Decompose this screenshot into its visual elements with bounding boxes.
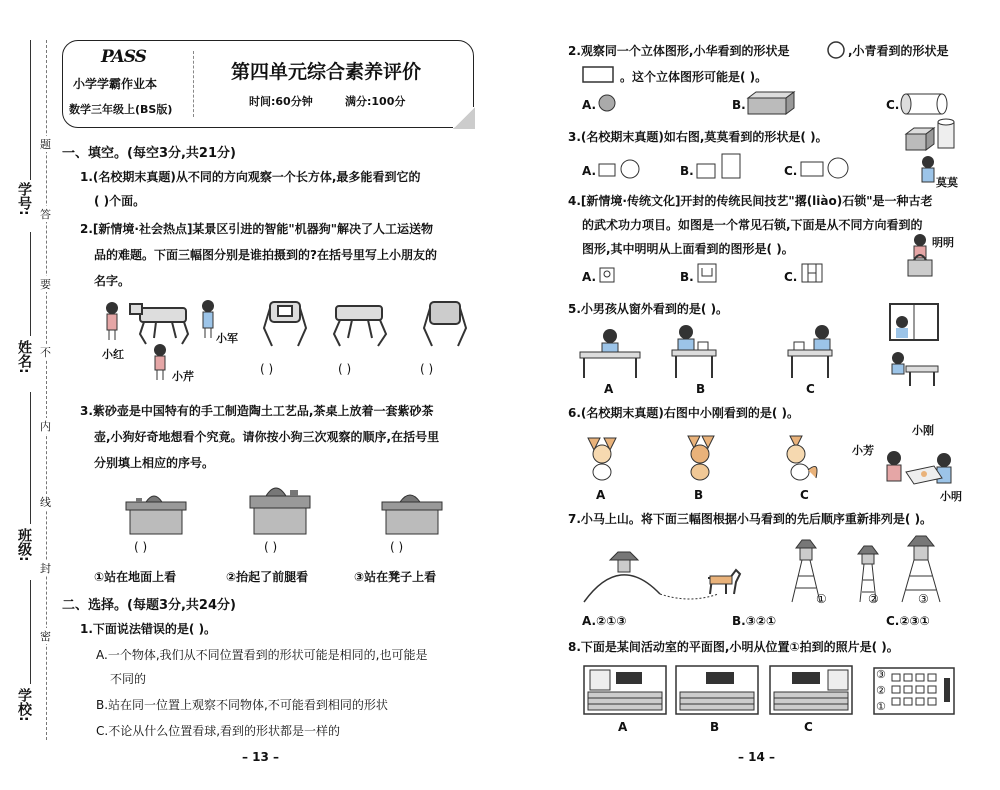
pass-logo: PASS xyxy=(101,47,146,67)
page-title: 第四单元综合素养评价 xyxy=(231,61,422,83)
s2-q1-option-a-line1[interactable]: A.一个物体,我们从不同位置看到的形状可能是相同的,也可能是 xyxy=(96,648,428,662)
page-number-13: – 13 – xyxy=(242,750,280,764)
q3-line3: 分别填上相应的序号。 xyxy=(94,456,215,470)
xiaofang-name: 小芳 xyxy=(852,444,874,457)
lock-view-b-icon xyxy=(696,262,720,284)
cylinder-icon xyxy=(900,92,950,116)
r-q4-line1: 4.[新情境·传统文化]开封的传统民间技艺"撂(liào)石锁"是一种古老 xyxy=(568,194,933,208)
rect-circle-icon xyxy=(800,156,854,180)
series-name: 小学学霸作业本 xyxy=(73,77,158,91)
r-q7-opt-a[interactable]: A.②①③ xyxy=(582,614,627,628)
r-q8-label-a[interactable]: A xyxy=(618,720,628,734)
table-view-2 xyxy=(250,488,310,534)
page-curl xyxy=(453,107,475,129)
r-q4-line3: 图形,其中明明从上面看到的图形是( )。 xyxy=(582,242,794,256)
q1-line2: ( )个面。 xyxy=(94,194,146,208)
r-q7-line: 7.小马上山。将下面三幅图根据小马看到的先后顺序重新排列是( )。 xyxy=(568,512,933,526)
square-circle-icon xyxy=(598,158,642,180)
r-q2-opt-c[interactable]: C. xyxy=(886,98,900,112)
grade-label: 数学三年级上(BS版) xyxy=(69,103,173,116)
photo-c xyxy=(770,666,852,714)
r-q2-opt-b[interactable]: B. xyxy=(732,98,746,112)
student-id-label: 学号: xyxy=(16,182,32,216)
r-q6-label-c[interactable]: C xyxy=(800,488,809,502)
s2-q1-option-c[interactable]: C.不论从什么位置看球,看到的形状都是一样的 xyxy=(96,724,341,738)
q2-answer-3[interactable]: ( ) xyxy=(420,362,434,376)
r-q3-line: 3.(名校期末真题)如右图,莫莫看到的形状是( )。 xyxy=(568,130,828,144)
teapot-tables xyxy=(120,480,460,540)
hill-pagoda xyxy=(584,552,718,602)
r-q2-line1b: ,小青看到的形状是 xyxy=(848,44,949,58)
r-q5-line: 5.小男孩从窗外看到的是( )。 xyxy=(568,302,729,316)
r-q5-label-c[interactable]: C xyxy=(806,382,815,396)
kid-name-xiaojun: 小军 xyxy=(216,332,238,345)
r-q6-line: 6.(名校期末真题)右图中小刚看到的是( )。 xyxy=(568,406,800,420)
robot-side-view xyxy=(334,306,386,346)
rectangle-shape-icon xyxy=(582,66,616,84)
r-q4-line2: 的武术功力项目。如图是一个常见石锁,下面是从不同方向看到的 xyxy=(582,218,923,232)
photo-b xyxy=(676,666,758,714)
lock-view-c-icon xyxy=(800,262,824,284)
class-label: 班级: xyxy=(16,528,32,562)
r-q2-line1a: 2.观察同一个立体图形,小华看到的形状是 xyxy=(568,44,790,58)
circle-shape-icon xyxy=(826,40,846,60)
r-q3-opt-a[interactable]: A. xyxy=(582,164,597,178)
q3-option-1: ①站在地面上看 xyxy=(94,570,177,584)
photo-a xyxy=(584,666,666,714)
r-q7-num-2: ② xyxy=(868,592,879,606)
rect-tall-icon xyxy=(696,152,746,182)
r-q7-opt-b[interactable]: B.③②① xyxy=(732,614,777,628)
section-fill-blank: 一、填空。(每空3分,共21分) xyxy=(62,146,236,161)
plan-mark-3: ③ xyxy=(876,668,886,681)
fox-side-icon xyxy=(787,436,817,480)
horse-hill-scene xyxy=(580,532,960,608)
school-label: 学校: xyxy=(16,688,32,722)
r-q8-label-c[interactable]: C xyxy=(804,720,813,734)
classroom-photos xyxy=(582,664,962,716)
s2-q1-option-b[interactable]: B.站在同一位置上观察不同物体,不可能看到相同的形状 xyxy=(96,698,388,712)
q1-line1: 1.(名校期末真题)从不同的方向观察一个长方体,最多能看到它的 xyxy=(80,170,421,184)
q2-answer-2[interactable]: ( ) xyxy=(338,362,352,376)
robot-back-view xyxy=(424,302,466,346)
momo-name: 莫莫 xyxy=(936,176,958,189)
r-q2-opt-a[interactable]: A. xyxy=(582,98,597,112)
r-q8-line: 8.下面是某间活动室的平面图,小明从位置①拍到的照片是( )。 xyxy=(568,640,899,654)
table-view-3 xyxy=(382,495,442,534)
name-label: 姓名: xyxy=(16,340,32,374)
horse-icon xyxy=(708,570,740,594)
q3-line2: 壶,小狗好奇地想看个究竟。请你按小狗三次观察的顺序,在括号里 xyxy=(94,430,440,444)
r-q3-opt-b[interactable]: B. xyxy=(680,164,694,178)
q2-line2: 品的难题。下面三幅图分别是谁拍摄到的?在括号里写上小朋友的 xyxy=(94,248,437,262)
q3-option-2: ②抬起了前腿看 xyxy=(226,570,309,584)
sphere-icon xyxy=(598,94,616,112)
s2-q1-option-a-line2: 不同的 xyxy=(110,672,147,686)
fox-front-icon xyxy=(588,438,616,480)
lock-view-a-icon xyxy=(598,262,618,284)
page-number-14: – 14 – xyxy=(738,750,776,764)
desk-view-b xyxy=(672,325,716,378)
r-q4-opt-c[interactable]: C. xyxy=(784,270,798,284)
cuboid-icon xyxy=(746,90,796,116)
q3-option-3: ③站在凳子上看 xyxy=(354,570,437,584)
xiaoming-name: 小明 xyxy=(940,490,962,503)
q2-line1: 2.[新情境·社会热点]某景区引进的智能"机器狗"解决了人工运送物 xyxy=(80,222,433,236)
q2-answer-1[interactable]: ( ) xyxy=(260,362,274,376)
r-q7-opt-c[interactable]: C.②③① xyxy=(886,614,930,628)
score-label: 满分:100分 xyxy=(345,95,406,108)
window-boy-scene xyxy=(580,302,960,392)
header-card xyxy=(62,40,474,128)
fox-back-icon xyxy=(688,436,714,480)
r-q6-label-a[interactable]: A xyxy=(596,488,606,502)
r-q4-opt-b[interactable]: B. xyxy=(680,270,694,284)
q3-answer-2[interactable]: ( ) xyxy=(264,540,278,554)
r-q6-label-b[interactable]: B xyxy=(694,488,704,502)
r-q5-label-a[interactable]: A xyxy=(604,382,614,396)
robot-front-view xyxy=(264,302,306,346)
r-q2-line2: 。这个立体图形可能是( )。 xyxy=(620,70,768,84)
kid-name-xiaoqin: 小芹 xyxy=(172,370,194,383)
q3-line1: 3.紫砂壶是中国特有的手工制造陶土工艺品,茶桌上放着一套紫砂茶 xyxy=(80,404,434,418)
xiaogang-name: 小刚 xyxy=(912,424,934,437)
window-icon xyxy=(890,304,938,386)
r-q4-opt-a[interactable]: A. xyxy=(582,270,597,284)
table-view-1 xyxy=(126,496,186,534)
plan-mark-1: ① xyxy=(876,700,886,713)
robot-dog-icon xyxy=(130,304,188,344)
mingming-name: 明明 xyxy=(932,236,954,249)
r-q5-label-b[interactable]: B xyxy=(696,382,706,396)
r-q7-num-1: ① xyxy=(816,592,827,606)
r-q8-label-b[interactable]: B xyxy=(710,720,720,734)
q3-answer-1[interactable]: ( ) xyxy=(134,540,148,554)
plan-mark-2: ② xyxy=(876,684,886,697)
r-q3-opt-c[interactable]: C. xyxy=(784,164,798,178)
r-q7-num-3: ③ xyxy=(918,592,929,606)
desk-view-c xyxy=(788,325,832,378)
q2-line3: 名字。 xyxy=(94,274,131,288)
s2-q1: 1.下面说法错误的是( )。 xyxy=(80,622,217,636)
desk-view-a xyxy=(580,329,640,378)
time-label: 时间:60分钟 xyxy=(249,95,313,108)
kid-figure xyxy=(106,302,118,340)
section-multiple-choice: 二、选择。(每题3分,共24分) xyxy=(62,598,236,613)
q3-answer-3[interactable]: ( ) xyxy=(390,540,404,554)
fox-views xyxy=(580,430,840,484)
floor-plan xyxy=(874,668,954,714)
kid-name-xiaohong: 小红 xyxy=(102,348,124,361)
